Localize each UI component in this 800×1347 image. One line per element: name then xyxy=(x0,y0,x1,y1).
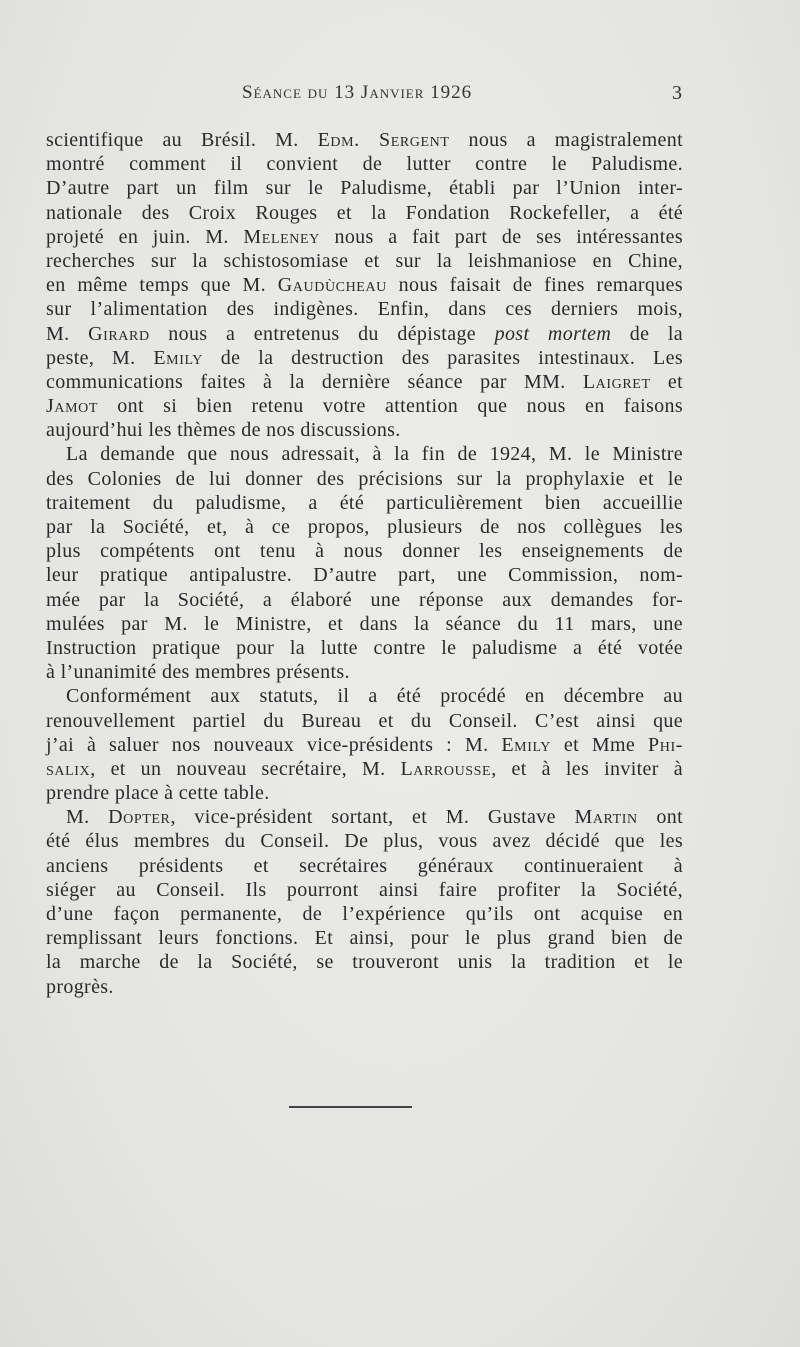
text-line xyxy=(46,491,683,515)
text-segment: et xyxy=(650,370,684,393)
text-segment: ont si bien retenu votre attention que nous en faisons xyxy=(98,395,683,418)
text-line xyxy=(46,467,683,491)
text-segment: recherches sur la schistosomiase et sur la leishmaniose en Chine, xyxy=(46,249,683,272)
text-line xyxy=(46,829,683,853)
proper-name: Edm. Sergent xyxy=(317,129,450,151)
text-line xyxy=(46,539,683,563)
paragraph xyxy=(46,442,683,684)
proper-name: Laigret xyxy=(582,370,651,393)
text-line xyxy=(46,926,683,950)
text-line xyxy=(46,176,683,200)
body-text xyxy=(46,128,683,999)
text-segment: traitement du paludisme, a été particulièrement bien accueillie xyxy=(46,491,683,514)
text-segment: de la destruction des parasites intestinaux. Les xyxy=(202,346,683,369)
text-line xyxy=(46,297,683,321)
text-segment: , vice-président sortant, et M. Gustave xyxy=(170,806,575,829)
text-segment: à l’unanimité des membres présents. xyxy=(46,661,350,684)
text-line xyxy=(46,684,683,708)
text-line xyxy=(46,201,683,225)
text-segment: mée par la Société, a élaboré une réponse aux demandes for- xyxy=(46,588,683,611)
text-segment: renouvellement partiel du Bureau et du Conseil. C’est ainsi que xyxy=(46,709,683,732)
text-segment: ont xyxy=(637,806,683,829)
text-segment: en même temps que M. xyxy=(46,274,278,297)
text-segment: remplissant leurs fonctions. Et ainsi, pour le plus grand bien de xyxy=(46,927,683,950)
text-segment: été élus membres du Conseil. De plus, vous avez décidé que les xyxy=(46,830,683,853)
end-rule xyxy=(289,1106,412,1108)
proper-name: Girard xyxy=(88,322,150,345)
text-segment: communications faites à la dernière séance par MM. xyxy=(46,370,583,393)
text-segment: nationale des Croix Rouges et la Fondation Rockefeller, a été xyxy=(46,201,683,224)
text-segment: par la Société, et, à ce propos, plusieurs de nos collègues les xyxy=(46,516,683,538)
text-segment: progrès. xyxy=(46,975,114,998)
running-head xyxy=(0,82,800,112)
proper-name: Emily xyxy=(501,733,551,756)
paragraph xyxy=(46,128,683,442)
text-segment: de la xyxy=(611,322,684,345)
text-line xyxy=(46,563,683,587)
text-segment: mulées par M. le Ministre, et dans la séance du 11 mars, une xyxy=(46,612,683,635)
text-segment: prendre place à cette table. xyxy=(46,782,270,805)
paragraph xyxy=(46,684,683,805)
text-line xyxy=(46,322,683,346)
proper-name: Martin xyxy=(574,806,638,829)
text-line xyxy=(46,975,683,999)
text-segment: peste, M. xyxy=(46,346,154,369)
text-segment: Instruction pratique pour la lutte contre le paludisme a été votée xyxy=(46,636,683,659)
text-line xyxy=(46,636,683,660)
text-line xyxy=(46,878,683,902)
text-line xyxy=(46,442,683,466)
proper-name: Emily xyxy=(153,346,203,369)
text-segment: projeté en juin. M. xyxy=(46,225,244,248)
text-segment: anciens présidents et secrétaires généraux continueraient à xyxy=(46,854,683,877)
proper-name: Gaudùcheau xyxy=(277,274,387,297)
text-line xyxy=(46,757,683,781)
text-segment: et Mme xyxy=(550,733,649,756)
proper-name: salix xyxy=(46,757,91,780)
text-line xyxy=(46,394,683,418)
text-line xyxy=(46,902,683,926)
text-segment: La demande que nous adressait, à la fin de 1924, M. le Ministre xyxy=(66,443,683,466)
proper-name: Meleney xyxy=(243,225,320,248)
text-line xyxy=(46,805,683,829)
text-line xyxy=(46,854,683,878)
proper-name: Larrousse xyxy=(400,757,492,780)
text-segment: , et un nouveau secrétaire, M. xyxy=(90,757,401,780)
text-line xyxy=(46,225,683,249)
text-line xyxy=(46,273,683,297)
text-segment: nous a entretenus du dépistage xyxy=(149,322,495,345)
text-line xyxy=(46,152,683,176)
text-segment: scientifique au Brésil. M. xyxy=(46,129,318,151)
text-line xyxy=(46,418,683,442)
text-line xyxy=(46,128,683,152)
text-segment: M. xyxy=(66,806,109,829)
text-segment: montré comment il convient de lutter contre le Paludisme. xyxy=(46,153,683,176)
text-segment: D’autre part un film sur le Paludisme, établi par l’Union inter- xyxy=(46,177,683,200)
text-line xyxy=(46,346,683,370)
text-line xyxy=(46,370,683,394)
text-segment: Conformément aux statuts, il a été procédé en décembre au xyxy=(66,685,683,708)
page-number: 3 xyxy=(672,82,682,104)
text-line xyxy=(46,950,683,974)
text-segment: nous a magistralement xyxy=(449,129,683,151)
proper-name: Phi- xyxy=(648,733,683,756)
text-segment: des Colonies de lui donner des précisions sur la prophylaxie et le xyxy=(46,467,683,490)
text-segment: la marche de la Société, se trouveront unis la tradition et le xyxy=(46,951,683,974)
text-line xyxy=(46,588,683,612)
text-line xyxy=(46,515,683,539)
text-segment: sur l’alimentation des indigènes. Enfin, dans ces derniers mois, xyxy=(46,298,683,321)
proper-name: Jamot xyxy=(46,395,99,418)
text-segment: nous faisait de fines remarques xyxy=(386,274,683,297)
italic-phrase: post mortem xyxy=(494,322,612,345)
text-line xyxy=(46,612,683,636)
text-segment: j’ai à saluer nos nouveaux vice-présidents : M. xyxy=(46,733,502,756)
text-line xyxy=(46,733,683,757)
text-segment: nous a fait part de ses intéressantes xyxy=(319,225,683,248)
text-line xyxy=(46,660,683,684)
text-line xyxy=(46,709,683,733)
text-segment: siéger au Conseil. Ils pourront ainsi faire profiter la Société, xyxy=(46,878,683,901)
text-segment: d’une façon permanente, de l’expérience qu’ils ont acquise en xyxy=(46,903,683,925)
text-segment: aujourd’hui les thèmes de nos discussions. xyxy=(46,419,401,442)
text-segment: , et à les inviter à xyxy=(491,757,683,780)
text-segment: plus compétents ont tenu à nous donner les enseignements de xyxy=(46,540,683,563)
running-head-title: Séance du 13 Janvier 1926 xyxy=(242,82,473,103)
text-segment: leur pratique antipalustre. D’autre part, une Commission, nom- xyxy=(46,564,683,587)
text-segment: M. xyxy=(46,322,89,345)
paragraph xyxy=(46,805,683,999)
proper-name: Dopter xyxy=(108,806,171,829)
text-line xyxy=(46,249,683,273)
text-line xyxy=(46,781,683,805)
